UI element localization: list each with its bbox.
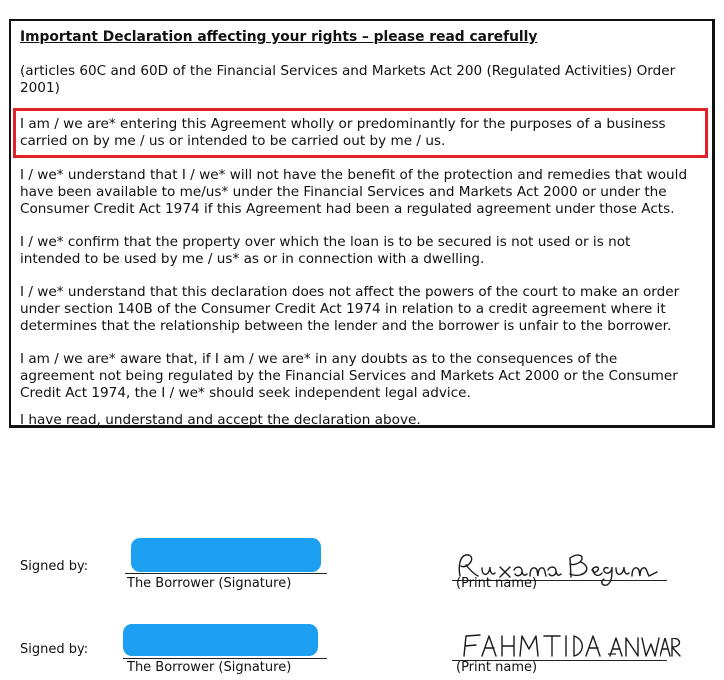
signature-caption-2: The Borrower (Signature) bbox=[127, 660, 292, 675]
signature-line-1 bbox=[125, 573, 327, 574]
signature-redaction-2 bbox=[123, 624, 318, 656]
court-line-3: determines that the relationship between the lender and the borrower is unfair to the borrower. bbox=[20, 318, 672, 334]
accept-line: I have read, understand and accept the declaration above. bbox=[20, 412, 421, 428]
business-line-1: I am / we are* entering this Agreement wholly or predominantly for the purposes of a business bbox=[20, 116, 666, 132]
signature-line-2 bbox=[123, 658, 327, 659]
articles-line-1: (articles 60C and 60D of the Financial Services and Markets Act 200 (Regulated Activities) Order bbox=[20, 63, 676, 79]
protection-line-1: I / we* understand that I / we* will not have the benefit of the protection and remedies that would bbox=[20, 167, 688, 183]
protection-line-3: Consumer Credit Act 1974 if this Agreement had been a regulated agreement under those Acts. bbox=[20, 201, 675, 217]
articles-line-2: 2001) bbox=[20, 80, 60, 96]
print-caption-2: (Print name) bbox=[456, 660, 538, 675]
advice-line-1: I am / we are* aware that, if I am / we are* in any doubts as to the consequences of the bbox=[20, 351, 618, 367]
declaration-heading: Important Declaration affecting your rights – please read carefully bbox=[20, 29, 538, 45]
property-line-1: I / we* confirm that the property over which the loan is to be secured is not used or is not bbox=[20, 234, 631, 250]
court-line-1: I / we* understand that this declaration does not affect the powers of the court to make an order bbox=[20, 284, 680, 300]
business-line-2: carried on by me / us or intended to be carried out by me / us. bbox=[20, 133, 446, 149]
signed-by-label-1: Signed by: bbox=[20, 559, 89, 574]
signed-by-label-2: Signed by: bbox=[20, 642, 89, 657]
print-caption-1: (Print name) bbox=[456, 576, 538, 591]
signature-caption-1: The Borrower (Signature) bbox=[127, 576, 292, 591]
printed-name-handwriting-2 bbox=[458, 630, 664, 662]
printed-name-handwriting-2-end bbox=[660, 638, 690, 662]
advice-line-3: Credit Act 1974, the I / we* should seek independent legal advice. bbox=[20, 385, 471, 401]
protection-line-2: have been available to me/us* under the Financial Services and Markets Act 2000 or under the bbox=[20, 184, 667, 200]
court-line-2: under section 140B of the Consumer Credit Act 1974 in relation to a credit agreement where it bbox=[20, 301, 666, 317]
signature-redaction-1 bbox=[131, 538, 321, 572]
property-line-2: intended to be used by me / us* as or in connection with a dwelling. bbox=[20, 251, 485, 267]
advice-line-2: agreement not being regulated by the Financial Services and Markets Act 2000 or the Consumer bbox=[20, 368, 678, 384]
